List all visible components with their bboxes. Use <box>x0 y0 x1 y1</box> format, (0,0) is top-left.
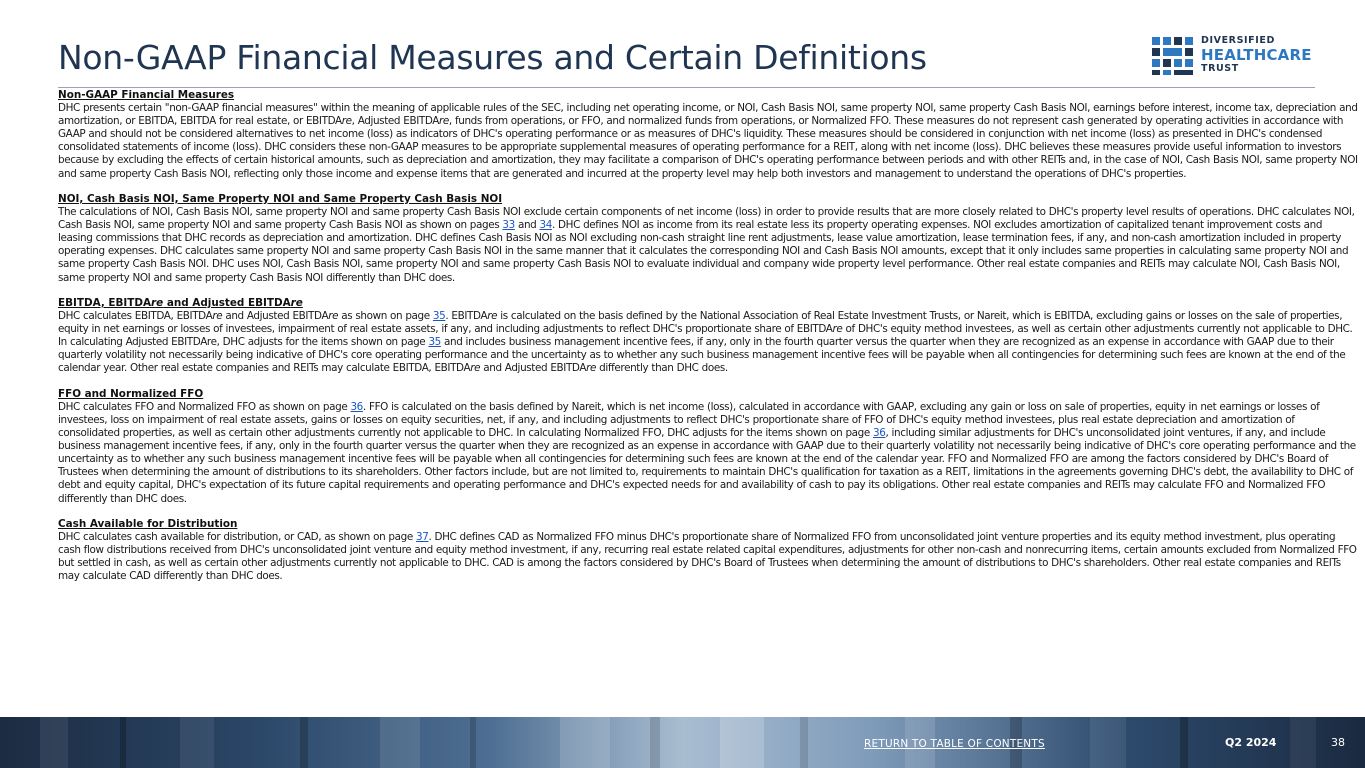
page-number: 38 <box>1331 736 1345 749</box>
section-heading: Cash Available for Distribution <box>58 517 238 530</box>
page-link[interactable]: 34 <box>539 219 552 232</box>
section-heading: Non-GAAP Financial Measures <box>58 89 235 101</box>
footer-banner <box>0 717 1365 768</box>
page-link[interactable]: 36 <box>350 400 363 413</box>
section-heading: FFO and Normalized FFO <box>58 387 204 400</box>
section-noi <box>58 193 1358 285</box>
company-logo <box>1152 36 1322 76</box>
section-body: DHC calculates FFO and Normalized FFO as shown on page 36. FFO is calculated on the basis defined by Nareit, which is net income (loss), calculated in accordance with GAAP, excluding any gain or loss on sale of properties, equity in net earnings or losses of investees, loss on impairment of real estate assets, gains or losses on equity securities, net, if any, and including adjustments to reflect DHC's proportionate share of FFO of DHC's equity method investees, plus real estate depreciation and amortization of consolidated properties, as well as certain other adjustments currently not applicable to DHC. In calculating Normalized FFO, DHC adjusts for the items shown on page 36, including similar adjustments for DHC's unconsolidated joint ventures, if any, and include business management incentive fees, if any, only in the fourth quarter versus the quarter when they are recognized as an expense in accordance with GAAP due to their quarterly volatility not necessarily being indicative of DHC's core operating performance and the uncertainty as to whether any such business management incentive fees will be payable when all contingencies for determining such fees are known at the end of the calendar year. FFO and Normalized FFO are among the factors considered by DHC's Board of Trustees when determining the amount of distributions to its shareholders. Other factors include, but are not limited to, requirements to maintain DHC's qualification for taxation as a REIT, limitations in the agreements governing DHC's debt, the availability to DHC of debt and equity capital, DHC's expectation of its future capital requirements and operating performance and DHC's expected needs for and availability of cash to pay its obligations. Other real estate companies and REITs may calculate FFO and Normalized FFO differently than DHC does. <box>58 400 1356 505</box>
page-link[interactable]: 35 <box>432 310 446 322</box>
return-to-contents-link[interactable]: RETURN TO TABLE OF CONTENTS <box>864 738 1045 750</box>
page-link[interactable]: 37 <box>415 531 429 543</box>
section-heading: NOI, Cash Basis NOI, Same Property NOI and Same Property Cash Basis NOI <box>58 192 503 205</box>
logo-line-2: HEALTHCARE <box>1201 45 1312 64</box>
definitions-content <box>58 89 1358 596</box>
page-title: Non-GAAP Financial Measures and Certain Definitions <box>58 38 927 77</box>
section-cad <box>58 518 1358 583</box>
section-ffo <box>58 388 1358 506</box>
page-link[interactable]: 33 <box>502 219 515 232</box>
section-body: DHC calculates EBITDA, EBITDAre and Adjusted EBITDAre as shown on page 35. EBITDAre is calculated on the basis defined by the National Association of Real Estate Investment Trusts, or Nareit, which is EBITDA, excluding gains or losses on the sale of properties, equity in net earnings or losses of investees, impairment of real estate assets, if any, and including adjustments to reflect DHC's proportionate share of EBITDAre of DHC's equity method investees, as well as certain other adjustments currently not applicable to DHC. In calculating Adjusted EBITDAre, DHC adjusts for the items shown on page 35 and includes business management incentive fees, if any, only in the fourth quarter versus the quarter when they are recognized as an expense in accordance with GAAP due to their quarterly volatility not necessarily being indicative of DHC's core operating performance and the uncertainty as to whether any such business management incentive fees will be payable when all contingencies for determining such fees are known at the end of the calendar year. Other real estate companies and REITs may calculate EBITDA, EBITDAre and Adjusted EBITDAre differently than DHC does. <box>58 310 1353 375</box>
title-divider <box>58 87 1315 88</box>
logo-grid-icon <box>1152 37 1194 75</box>
logo-text <box>1201 36 1312 73</box>
section-ebitda <box>58 297 1358 376</box>
section-body: DHC presents certain "non-GAAP financial measures" within the meaning of applicable rules of the SEC, including net operating income, or NOI, Cash Basis NOI, same property NOI, same property Cash Basis NOI, earnings before interest, income tax, depreciation and amortization, or EBITDA, EBITDA for real estate, or EBITDAre, Adjusted EBITDAre, funds from operations, or FFO, and normalized funds from operations, or Normalized FFO. These measures do not represent cash generated by operating activities in accordance with GAAP and should not be considered alternatives to net income (loss) as indicators of DHC's operating performance or as measures of DHC's liquidity. These measures should be considered in conjunction with net income (loss) as presented in DHC's condensed consolidated statements of income (loss). DHC considers these non-GAAP measures to be appropriate supplemental measures of operating performance for a REIT, along with net income (loss). DHC believes these measures provide useful information to investors because by excluding the effects of certain historical amounts, such as depreciation and amortization, they may facilitate a comparison of DHC's operating performance between periods and with other REITs and, in the case of NOI, Cash Basis NOI, same property NOI and same property Cash Basis NOI, reflecting only those income and expense items that are generated and incurred at the property level may help both investors and management to understand the operations of DHC's properties. <box>58 102 1358 180</box>
section-body: The calculations of NOI, Cash Basis NOI, same property NOI and same property Cash Basis NOI exclude certain components of net income (loss) in order to provide results that are more closely related to DHC's property level results of operations. DHC calculates NOI, Cash Basis NOI, same property NOI and same property Cash Basis NOI as shown on pages 33 and 34. DHC defines NOI as income from its real estate less its property operating expenses. NOI excludes amortization of capitalized tenant improvement costs and leasing commissions that DHC records as depreciation and amortization. DHC defines Cash Basis NOI as NOI excluding non-cash straight line rent adjustments, lease value amortization, lease termination fees, if any, and non-cash amortization included in property operating expenses. DHC calculates same property NOI and same property Cash Basis NOI in the same manner that it calculates the corresponding NOI and Cash Basis NOI amounts, except that it only includes same properties in calculating same property NOI and same property Cash Basis NOI. DHC uses NOI, Cash Basis NOI, same property NOI and same property Cash Basis NOI to evaluate individual and company wide property level performance. Other real estate companies and REITs may calculate NOI, Cash Basis NOI, same property NOI and same property Cash Basis NOI differently than DHC does. <box>58 206 1355 284</box>
section-non-gaap <box>58 89 1358 181</box>
logo-line-1: DIVERSIFIED <box>1201 35 1275 46</box>
page-link[interactable]: 36 <box>873 427 886 440</box>
quarter-label: Q2 2024 <box>1225 736 1277 749</box>
logo-line-3: TRUST <box>1201 62 1239 74</box>
page-link[interactable]: 35 <box>428 336 441 349</box>
section-heading: EBITDA, EBITDAre and Adjusted EBITDAre <box>58 296 303 309</box>
section-body: DHC calculates cash available for distribution, or CAD, as shown on page 37. DHC defines CAD as Normalized FFO minus DHC's proportionate share of Normalized FFO from unconsolidated joint venture properties and its equity method investment, plus operating cash flow distributions received from DHC's unconsolidated joint venture and equity method investment, if any, recurring real estate related capital expenditures, adjustments for other non-cash and nonrecurring items, certain amounts excluded from Normalized FFO but settled in cash, as well as certain other adjustments currently not applicable to DHC. CAD is among the factors considered by DHC's Board of Trustees when determining the amount of distributions to DHC's shareholders. Other real estate companies and REITs may calculate CAD differently than DHC does. <box>58 531 1357 583</box>
